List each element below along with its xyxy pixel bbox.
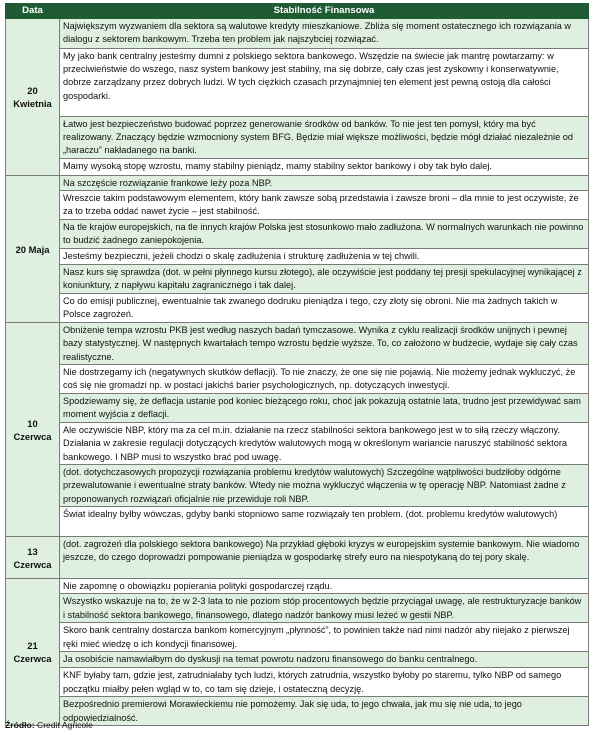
table-header-row (6, 4, 589, 19)
statement-cell: My jako bank centralny jesteśmy dumni z polskiego sektora bankowego. Wszędzie na świecie jak mantrę powtarzamy: w przeciwieństwie do wszego, nasz system bankowy jest stabilny, ma się dobrze, cały czas jest zyskowny i konserwatywnie, dobrze zarządzany przez dobrych ludzi. W tych ciężkich czasach przynajmniej ten element jest pewną ostoją dla całości gospodarki. (60, 49, 589, 117)
table-row (6, 423, 589, 465)
source-value: Credit Agricole (36, 720, 93, 730)
statement-cell: Nie dostrzegamy ich (negatywnych skutków deflacji). To nie znaczy, że one się nie pojawią. Nie możemy jednak wykluczyć, że coś się nie gromadzi np. w postaci jakichś barier psychologicznych, np. dotyczących inwestycji. (60, 365, 589, 394)
statement-cell: Skoro bank centralny dostarcza bankom komercyjnym „płynność”, to powinien także nad nimi nadzór aby niejako z pierwszej ręki mieć wiedzę o ich kondycji finansowej. (60, 623, 589, 652)
statement-cell: Świat idealny byłby wówczas, gdyby banki stopniowo same rozwiązały ten problem. (dot. problemu kredytów walutowych) (60, 507, 589, 537)
table-row (6, 176, 589, 191)
statement-cell: (dot. dotychczasowych propozycji rozwiązania problemu kredytów walutowych) Szczególne wątpliwości budziłoby odgórne przewalutowanie i ewentualne straty banków. Wtedy nie można wykluczyć włączenia w tę operację NBP. Natomiast żadne z proponowanych rozwiązań oficjalnie nie przewiduje roli NBP. (60, 465, 589, 507)
statement-cell: Ja osobiście namawiałbym do dyskusji na temat powrotu nadzoru finansowego do banku centralnego. (60, 652, 589, 668)
date-cell: 10 Czerwca (6, 323, 60, 537)
source-note (5, 720, 93, 731)
statement-cell: KNF byłaby tam, gdzie jest, zatrudniałaby tych ludzi, których zatrudnia, wszystko byłoby po staremu, tylko NBP od samego początku miałby pełen wgląd w to, co tam się dzieje, i ostateczną decyzję. (60, 668, 589, 697)
table-row (6, 668, 589, 697)
table-row (6, 623, 589, 652)
table-row (6, 191, 589, 220)
table-row (6, 220, 589, 249)
table-row (6, 594, 589, 623)
statements-table (5, 3, 589, 726)
date-column-header: Data (6, 4, 60, 19)
table-row (6, 507, 589, 537)
statement-cell: Co do emisji publicznej, ewentualnie tak zwanego dodruku pieniądza i tego, czy złoty się obroni. Nie ma żadnych takich w Polsce zagrożeń. (60, 294, 589, 323)
table-row (6, 159, 589, 176)
statement-cell: (dot. zagrożeń dla polskiego sektora bankowego) Na przykład głęboki kryzys w europejskim systemie bankowym. Nie wiadomo jeszcze, do czego doprowadzi pompowanie pieniądza w gospodarkę strefy euro na niespotykaną do tej pory skalę. (60, 537, 589, 579)
statement-cell: Bezpośrednio premierowi Morawieckiemu nie pomożemy. Jak się uda, to jego chwała, jak mu się nie uda, to jego odpowiedzialność. (60, 697, 589, 726)
statement-cell: Spodziewamy się, że deflacja ustanie pod koniec bieżącego roku, choć jak pokazują ostatnie lata, trudno jest przewidywać sam moment wyjścia z deflacji. (60, 394, 589, 423)
statement-cell: Nie zapomnę o obowiązku popierania polityki gospodarczej rządu. (60, 579, 589, 594)
table-row (6, 49, 589, 117)
table-row (6, 365, 589, 394)
statement-cell: Na szczęście rozwiązanie frankowe leży poza NBP. (60, 176, 589, 191)
statement-cell: Nasz kurs się sprawdza (dot. w pełni płynnego kursu złotego), ale oczywiście jest poddany tej presji spekulacyjnej wynikającej z koniunktury, z napływu kapitału zagranicznego i tak dalej. (60, 265, 589, 294)
source-label: Źródło: (5, 720, 35, 730)
content-column-header: Stabilność Finansowa (60, 4, 589, 19)
statement-cell: Mamy wysoką stopę wzrostu, mamy stabilny pieniądz, mamy stabilny sektor bankowy i oby tak było dalej. (60, 159, 589, 176)
statement-cell: Największym wyzwaniem dla sektora są walutowe kredyty mieszkaniowe. Zbliża się moment ostatecznego ich rozwiązania w dialogu z sektorem bankowym. Trzeba ten problem jak najszybciej rozwiązać. (60, 19, 589, 49)
date-cell: 20 Kwietnia (6, 19, 60, 176)
date-cell: 13 Czerwca (6, 537, 60, 579)
table-row (6, 265, 589, 294)
statement-cell: Ale oczywiście NBP, który ma za cel m.in. działanie na rzecz stabilności sektora bankowego jest w to siłą rzeczy włączony. Działania w zakresie regulacji dotyczących kredytów walutowych mogą w określonym wariancie naruszyć stabilność sektora bankowego. I NBP musi to wszystko brać pod uwagę. (60, 423, 589, 465)
table-row (6, 465, 589, 507)
table-row (6, 652, 589, 668)
table-row (6, 19, 589, 49)
table-row (6, 294, 589, 323)
table-body (6, 19, 589, 726)
statement-cell: Obniżenie tempa wzrostu PKB jest według naszych badań tymczasowe. Wynika z cyklu realizacji środków unijnych i pewnej bazy statystycznej. W następnych kwartałach tempo wzrostu będzie wyższe. To, co założono w budżecie, wydaje się cały czas realistyczne. (60, 323, 589, 365)
table-row (6, 537, 589, 579)
statement-cell: Łatwo jest bezpieczeństwo budować poprzez generowanie środków od banków. To nie jest ten pomysł, który ma być realizowany. Znaczący będzie wzmocniony system BFG. Będzie miał większe możliwości, będzie mógł działać niezależnie od „haraczu” nakładanego na banki. (60, 117, 589, 159)
table-row (6, 249, 589, 265)
statement-cell: Wszystko wskazuje na to, że w 2-3 lata to nie poziom stóp procentowych będzie przyciągał uwagę, ale restrukturyzacje banków i stabilność sektora bankowego, finansowego, dlatego nadzór bankowy musi leżeć w gestii NBP. (60, 594, 589, 623)
date-cell: 21 Czerwca (6, 579, 60, 726)
date-cell: 20 Maja (6, 176, 60, 323)
statement-cell: Jesteśmy bezpieczni, jeżeli chodzi o skalę zadłużenia i strukturę zadłużenia w tej chwili. (60, 249, 589, 265)
table-row (6, 579, 589, 594)
table-row (6, 323, 589, 365)
statement-cell: Na tle krajów europejskich, na tle innych krajów Polska jest stosunkowo mało zadłużona. W normalnych warunkach nie powinno to budzić żadnego zaniepokojenia. (60, 220, 589, 249)
table-row (6, 117, 589, 159)
statement-cell: Wreszcie takim podstawowym elementem, który bank zawsze sobą przedstawia i zawsze broni – dla mnie to jest oczywiste, że za to trzeba oddać nawet życie – jest stabilność. (60, 191, 589, 220)
table-row (6, 394, 589, 423)
